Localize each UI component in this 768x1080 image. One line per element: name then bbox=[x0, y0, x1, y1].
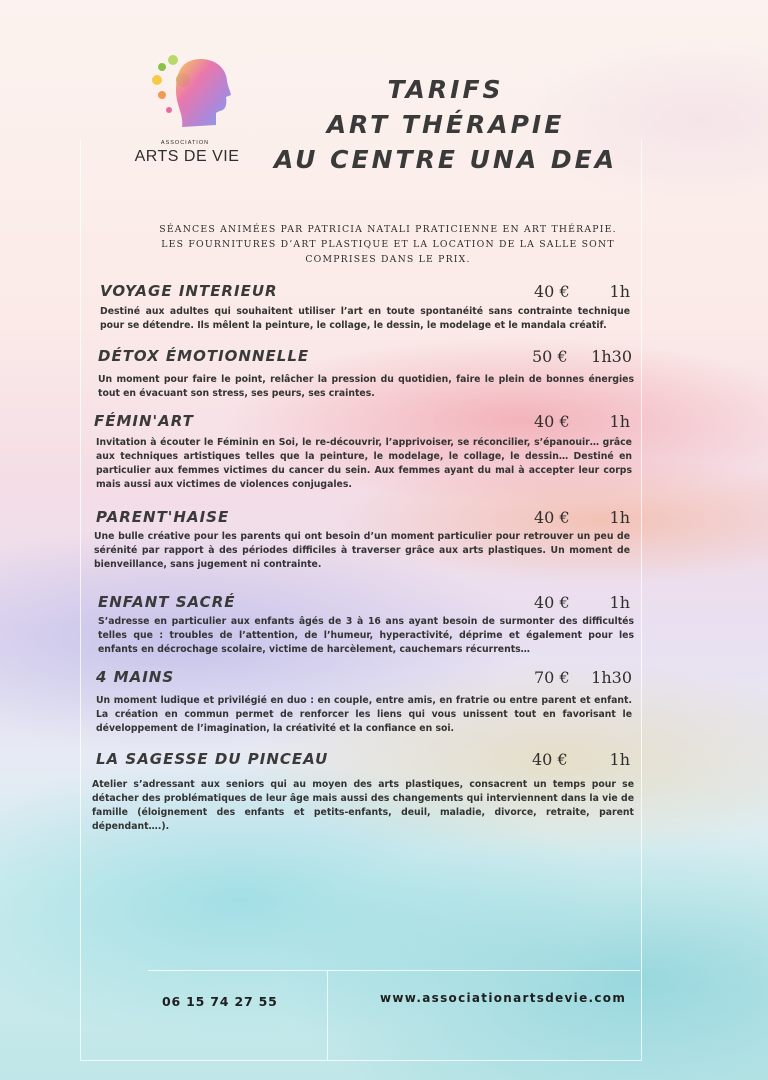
item-price: 70 € bbox=[534, 668, 570, 687]
item-price: 40 € bbox=[534, 412, 570, 431]
item-duration: 1h bbox=[609, 412, 630, 431]
item-price: 40 € bbox=[534, 593, 570, 612]
title-line: TARIFS bbox=[387, 75, 504, 104]
intro-line: SÉANCES ANIMÉES PAR PATRICIA NATALI PRATICIENNE EN ART THÉRAPIE. bbox=[159, 224, 617, 235]
intro-line: LES FOURNITURES D’ART PLASTIQUE ET LA LOCATION DE LA SALLE SONT bbox=[161, 239, 615, 250]
item-duration: 1h bbox=[609, 282, 630, 301]
item-name: ENFANT SACRÉ bbox=[98, 593, 236, 611]
item-price: 40 € bbox=[534, 508, 570, 527]
item-name: FÉMIN'ART bbox=[94, 412, 194, 430]
logo-dot bbox=[158, 91, 166, 99]
item-name: DÉTOX ÉMOTIONNELLE bbox=[98, 347, 310, 365]
item-description: S’adresse en particulier aux enfants âgés de 3 à 16 ans ayant besoin de surmonter des difficultés telles que : troubles de l’attention, de l’humeur, hyperactivité, déprime et également pour les enfants en décrochage scolaire, victime de harcèlement, cauchemars récurrents… bbox=[98, 616, 634, 655]
page-title bbox=[258, 72, 633, 177]
item-duration: 1h30 bbox=[591, 668, 632, 687]
item-name: PARENT'HAISE bbox=[96, 508, 230, 526]
item-description: Atelier s’adressant aux seniors qui au moyen des arts plastiques, consacrent un temps pour se détacher des problématiques de leur âge mais aussi des changements qui interviennent dans la vie de famille (éloignement des enfants et petits-enfants, deuil, maladie, divorce, retraite, parent dépendant….). bbox=[92, 779, 634, 832]
item-price: 40 € bbox=[532, 750, 568, 769]
item-description: Un moment pour faire le point, relâcher la pression du quotidien, faire le plein de bonnes énergies tout en évacuant son stress, ses peurs, ses craintes. bbox=[98, 374, 634, 399]
intro-line: COMPRISES DANS LE PRIX. bbox=[305, 254, 471, 265]
item-name: LA SAGESSE DU PINCEAU bbox=[96, 750, 329, 768]
logo-dot bbox=[152, 75, 162, 85]
item-price: 50 € bbox=[532, 347, 568, 366]
item-name: VOYAGE INTERIEUR bbox=[100, 282, 278, 300]
logo-dot bbox=[158, 63, 166, 71]
item-description: Une bulle créative pour les parents qui ont besoin d’un moment particulier pour retrouver un peu de sérénité par rapport à des périodes difficiles à traverser grâce aux arts plastiques. Un moment de bienveillance, sans jugement ni contrainte. bbox=[94, 531, 630, 570]
item-description: Destiné aux adultes qui souhaitent utiliser l’art en toute spontanéité sans contrainte technique pour se détendre. Ils mêlent la peinture, le collage, le dessin, le modelage et le mandala créatif. bbox=[100, 306, 630, 331]
item-description: Invitation à écouter le Féminin en Soi, le re-découvrir, l’apprivoiser, se réconcilier, s’épanouir… grâce aux techniques artistiques telles que la peinture, le modelage, le collage, le dessin… Destiné en particulier aux femmes victimes du cancer du sein. Aux femmes ayant du mal à accepter leur corps mais aussi aux victimes de violences conjugales. bbox=[96, 437, 632, 490]
item-duration: 1h30 bbox=[591, 347, 632, 366]
logo-association-label: ASSOCIATION bbox=[160, 140, 210, 146]
item-price: 40 € bbox=[534, 282, 570, 301]
intro-text bbox=[98, 222, 678, 267]
item-duration: 1h bbox=[609, 508, 630, 527]
head-silhouette-icon bbox=[172, 57, 232, 137]
logo-name: ARTS DE VIE bbox=[134, 148, 240, 165]
title-line: ART THÉRAPIE bbox=[326, 110, 565, 139]
footer-divider bbox=[148, 970, 640, 971]
item-description: Un moment ludique et privilégié en duo : en couple, entre amis, en fratrie ou entre parent et enfant. La création en commun permet de renforcer les liens qui vous unissent tout en favorisant le développement de l’imagination, la créativité et la confiance en soi. bbox=[96, 695, 632, 734]
website-link[interactable]: www.associationartsdevie.com bbox=[380, 991, 627, 1005]
title-line: AU CENTRE UNA DEA bbox=[273, 145, 618, 174]
item-duration: 1h bbox=[609, 593, 630, 612]
footer-vertical-divider bbox=[327, 970, 328, 1060]
phone-number[interactable]: 06 15 74 27 55 bbox=[162, 994, 278, 1009]
item-name: 4 MAINS bbox=[96, 668, 175, 686]
item-duration: 1h bbox=[609, 750, 630, 769]
